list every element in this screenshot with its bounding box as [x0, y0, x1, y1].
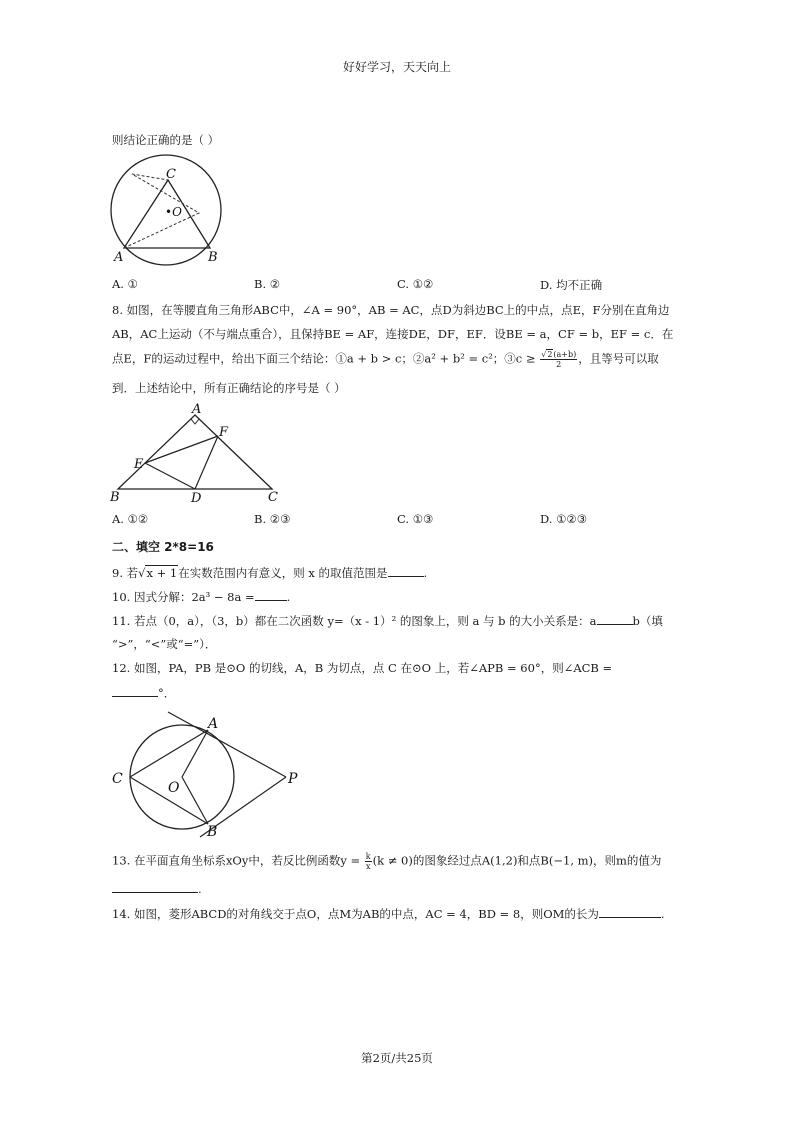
label-b: B [207, 824, 218, 840]
q8-line-4: 到．上述结论中，所有正确结论的序号是（ ） [112, 381, 346, 395]
label-c: C [112, 771, 123, 787]
q13-answer-blank [112, 880, 198, 893]
q14-answer-blank [599, 905, 661, 918]
right-angle-mark [191, 419, 199, 424]
q8-line-3: 点E，F的运动过程中，给出下面三个结论：①a + b > c；②a² + b² = c²；③c ≥ $\frac{√2(a+b)}{2}$ ，且等号可以取 [112, 350, 659, 369]
radius-oa [182, 730, 208, 777]
q8-figure [108, 402, 293, 504]
q7-option-c: C. ①② [397, 277, 434, 291]
q13-line-1: 13. 在平面直角坐标系xOy中，若反比例函数y = $\frac{k}{x}$ (k ≠ 0)的图象经过点A(1,2)和点B(−1, m)，则m的值为 [112, 852, 662, 871]
q11-line-1: 11. 若点（0，a），（3，b）都在二次函数 y=（x - 1）² 的图象上，则 a 与 b 的大小关系是：a b（填 [112, 614, 663, 628]
q9-answer-blank [388, 564, 424, 577]
q7-stem: 则结论正确的是（ ） [112, 133, 220, 147]
segment-ed [145, 463, 195, 489]
q8-option-d: D. ①②③ [540, 512, 588, 526]
label-b: B [208, 250, 218, 265]
q8-line-1: 8. 如图，在等腰直角三角形ABC中，∠A = 90°，AB = AC，点D为斜边BC上的中点，点E，F分别在直角边 [112, 303, 670, 317]
q12-line-1: 12. 如图，PA，PB 是⊙O 的切线，A，B 为切点，点 C 在⊙O 上，若∠APB = 60°，则∠ACB = [112, 661, 613, 675]
q10: 10. 因式分解：2a³ − 8a = . [112, 590, 291, 604]
q12-answer-blank [112, 684, 158, 697]
q8-line-2: AB，AC上运动（不与端点重合），且保持BE = AF，连接DE，DF，EF．设BE = a，CF = b，EF = c．在 [112, 327, 674, 341]
label-a: A [114, 250, 124, 265]
label-d: D [191, 491, 202, 506]
section-title: 二、填空 2*8=16 [112, 540, 214, 554]
segment-ef [145, 436, 218, 463]
q8-option-c: C. ①③ [397, 512, 434, 526]
q8-option-b: B. ②③ [254, 512, 291, 526]
label-a: A [192, 402, 202, 417]
radius-ob [182, 777, 208, 824]
page-footer: 第2页/共25页 [361, 1051, 433, 1065]
page-header: 好好学习，天天向上 [342, 60, 451, 74]
q7-option-b: B. ② [254, 277, 281, 291]
q8-option-a: A. ①② [112, 512, 149, 526]
q7-option-d: D. 均不正确 [540, 278, 603, 292]
segment-ca [130, 730, 208, 777]
q11-answer-blank [597, 612, 633, 625]
label-a: A [208, 716, 219, 732]
label-b: B [110, 490, 120, 505]
label-p: P [288, 771, 298, 787]
q8-fraction: $\frac{√2(a+b)}{2}$ [541, 350, 577, 369]
tangent-pa [168, 712, 286, 777]
q14: 14. 如图，菱形ABCD的对角线交于点O，点M为AB的中点，AC = 4，BD = 8，则OM的长为 . [112, 907, 665, 921]
label-e: E [134, 457, 144, 472]
label-o: O [168, 780, 180, 796]
q12-line-2: °． [112, 684, 175, 701]
triangle-abc [118, 415, 272, 489]
label-c: C [268, 490, 278, 505]
segment-fd [195, 436, 218, 489]
label-f: F [219, 425, 229, 440]
q12-figure [108, 708, 308, 838]
q9: 9. 若√x + 1在实数范围内有意义，则 x 的取值范围是 . [112, 566, 428, 580]
q7-figure [104, 158, 234, 273]
q11-line-2: “>”，“<”或“=”）． [112, 637, 217, 651]
q13-line-2: . [112, 880, 202, 896]
q10-answer-blank [255, 588, 287, 601]
q7-option-a: A. ① [112, 277, 138, 291]
q13-fraction: $\frac{k}{x}$ [365, 852, 371, 871]
label-c: C [166, 167, 176, 182]
label-o: •O [165, 205, 182, 219]
